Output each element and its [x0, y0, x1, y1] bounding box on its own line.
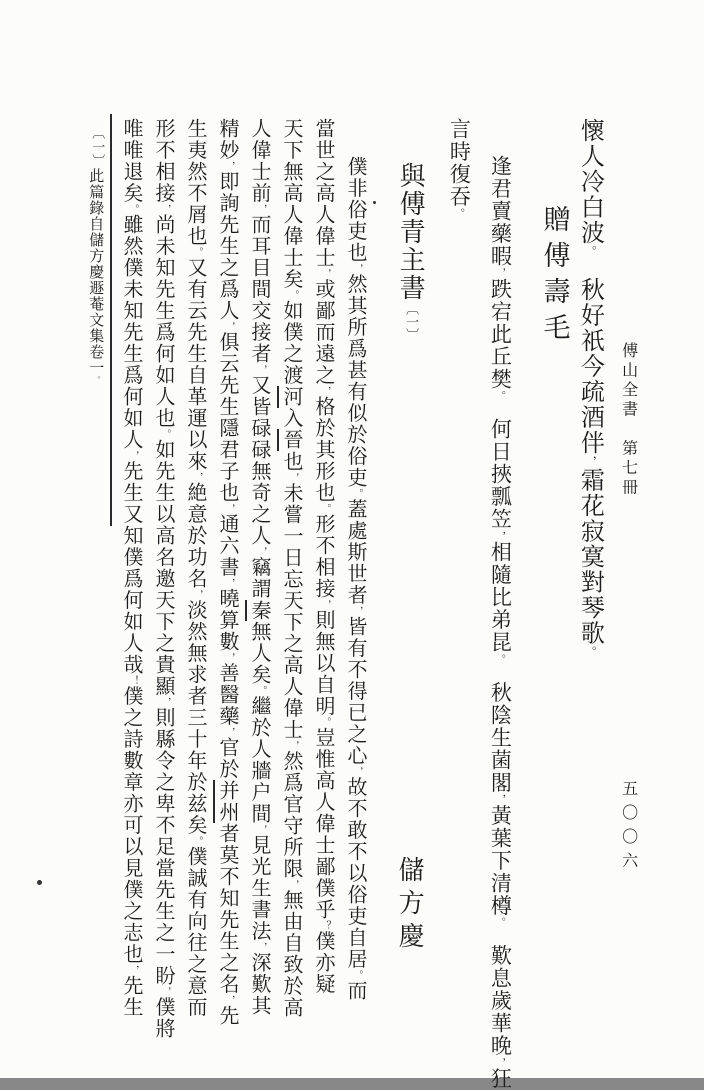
- footnote-separator-rule: [110, 114, 112, 526]
- body-column: 天下無高人偉士矣。如僕之渡河入晉也，未嘗一日忘天下之高人偉士，然爲官守所限，無由自致於高: [276, 118, 308, 1070]
- poem-column-1: 逢君賣藥暇，跌宕此丘樊。 何日挾瓢笠，相隨比弟昆。 秋陰生菌閣，黃葉下清樽。 歎息歲華晚，狂: [488, 155, 513, 1090]
- footnote-text: 此篇錄自儲方慶遯菴文集卷一。: [87, 168, 106, 384]
- proper-noun-mark: 晉: [277, 429, 304, 451]
- footnote-marker: 〔一〕: [89, 126, 105, 168]
- running-header: 傅山全書 第七冊: [619, 342, 639, 498]
- proper-noun-mark: 并州: [213, 780, 240, 823]
- body-column: 當世之高人偉士，或鄙而遠之，格於其形也。形不相接，則無以自明。豈惟高人偉士鄙僕乎？僕亦疑: [312, 118, 336, 995]
- letter-title-text: 與傅青主書: [395, 162, 426, 302]
- footnote-reference-marker: 〔一〕: [403, 302, 419, 341]
- letter-author: 儲方慶: [394, 856, 425, 955]
- ink-speck: [37, 880, 42, 885]
- body-column: 僕非俗吏也，然其所爲甚有似於俗吏。蓋處斯世者，皆有不得已之心，故不敢不以俗吏自居。而: [344, 156, 368, 1002]
- poem-title: 贈傅壽毛: [538, 205, 570, 349]
- body-column: 生夷然不屑也。又有云先生自革運以來，絶意於功名，淡然無求者三十年於兹矣。僕誠有向往之意而: [184, 118, 208, 1018]
- letter-body: [116, 118, 372, 1070]
- body-column: 精妙，即詢先生之爲人，俱云先生隱君子也，通六書，曉算數，善醫藥，官於并州者莫不知先生之名，先: [212, 118, 244, 1070]
- proper-noun-mark: 秦: [245, 600, 272, 622]
- body-column: 形不相接，尚未知先生爲何如人也。如先生以高名邀天下之貴顯，則縣令之卑不足當先生之一盼，僕將: [152, 118, 176, 1040]
- poem-column-2: 言時復吞。: [447, 118, 472, 219]
- poem-previous-ending-line: 懷人冷白波。 秋好祇今疏酒伴，霜花寂寞對琴歌。: [576, 118, 605, 658]
- body-column: 人偉士前，而耳目間交接者，又皆碌碌無奇之人，竊謂秦無人矣。繼於人牆户間，見光生書法，深歎其: [244, 118, 276, 1070]
- body-column: 唯唯退矣。雖然僕未知先生爲何如人，先生又知僕爲何如人哉！僕之詩數章亦可以見僕之志也，先生: [120, 118, 144, 1018]
- page-number: 五〇〇六: [619, 780, 639, 876]
- proper-noun-mark: 河: [277, 386, 304, 408]
- letter-title: [392, 162, 427, 341]
- ink-speck: [373, 201, 376, 204]
- footnote: [86, 126, 106, 384]
